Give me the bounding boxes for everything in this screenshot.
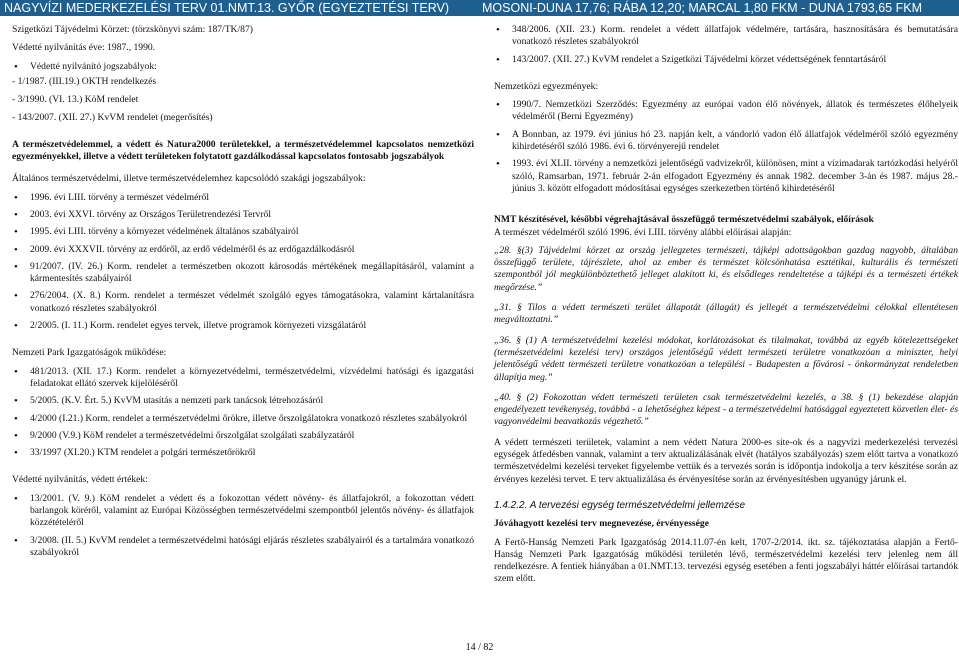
section-heading: 1.4.2.2. A tervezési egység természetvédelmi jellemzése — [494, 499, 746, 511]
protector-line-3: - 143/2007. (XII. 27.) KvVM rendelet (megerősítés) — [12, 112, 213, 124]
header-right-title: MOSONI-DUNA 17,76; RÁBA 12,20; MARCAL 1,80 FKM - DUNA 1793,65 FKM — [482, 1, 922, 15]
protector-line-1: - 1/1987. (III.19.) OKTH rendelkezés — [12, 75, 157, 87]
list-item: • 2/2005. (I. 11.) Korm. rendelet egyes tervek, illetve programok környezeti vizsgálatáról — [12, 320, 474, 332]
list-item: • 1996. évi LIII. törvény a természet védelméről — [12, 192, 474, 204]
page-number: 14 / 82 — [465, 642, 494, 653]
park-title: Nemzeti Park Igazgatóságok működése: — [12, 347, 167, 359]
list-item: • 91/2007. (IV. 26.) Korm. rendelet a természetben okozott károsodás mértékének megállapításáról, valamint a kármentesítés szabályairól — [12, 261, 474, 286]
intro-line-1: Szigetközi Tájvédelmi Körzet: (törzskönyvi szám: 187/TK/87) — [12, 24, 253, 35]
left-column — [12, 24, 474, 564]
quote-36: „36. § (1) A természetvédelmi kezelési módokat, korlátozásokat és tilalmakat, továbbá az egyéb kötelezettségeket (természetvédelmi kezelési terv) országos jelentőségű védett természeti területre vonatkozóan a miniszter, helyi jelentőségű védett természeti területre vonatkozóan a települési - Budapesten a fővárosi - önkormányzat rendeletben állapítja meg.” — [494, 334, 958, 383]
header-left-title: NAGYVÍZI MEDERKEZELÉSI TERV 01.NMT.13. GYŐR (EGYEZTETÉSI TERV) — [4, 1, 450, 15]
list-item: • 143/2007. (XII. 27.) KvVM rendelet a Szigetközi Tájvédelmi körzet védettségének fenntartásáról — [494, 54, 958, 66]
protector-line-2: - 3/1990. (VI. 13.) KöM rendelet — [12, 94, 139, 106]
list-item: • 3/2008. (II. 5.) KvVM rendelet a természetvédelmi hatósági eljárás részletes szabályairól és a tartalmára vonatkozó szabályokról — [12, 535, 474, 560]
nmt-summary: A védett természeti területek, valamint a nem védett Natura 2000-es site-ok és a nagyvízi mederkezelési tervezési egységek átfedésben vannak, valamint a terv aktualizálásának elvét (hatályos szabályozás) szem előtt tartva a vonatkozó természetvédelmi kezelési terveket figyelembe vettük és a tervezés során is időpontja indokolja a terv készítése során az érvényes kezelési tervet. E terv aktualizálása és érvényesítése során az érvényesítésben ugyanúgy járunk el. — [494, 436, 958, 485]
protector-bullet: • Védetté nyilvánító jogszabályok: — [12, 61, 474, 73]
general-title: Általános természetvédelmi, illetve természetvédelemhez kapcsolódó szakági jogszabályok: — [12, 173, 366, 185]
right-column — [494, 24, 958, 586]
intl-title: Nemzetközi egyezmények: — [494, 80, 599, 92]
values-title: Védetté nyilvánítás, védett értékek: — [12, 474, 148, 486]
general-list — [12, 192, 474, 333]
list-item: • 2003. évi XXVI. törvény az Országos Területrendezési Tervről — [12, 209, 474, 221]
list-item: • 276/2004. (X. 8.) Korm. rendelet a természet védelmét szolgáló egyes támogatásokra, valamint kártalanításra vonatkozó részletes szabályokról — [12, 290, 474, 315]
list-item: • 5/2005. (K.V. Ért. 5.) KvVM utasítás a nemzeti park tanácsok létrehozásáról — [12, 395, 474, 407]
list-item: • 33/1997 (XI.20.) KTM rendelet a polgári természetőrökről — [12, 447, 474, 459]
quote-31: „31. § Tilos a védett természeti terület állapotát (állagát) és jellegét a természetvédelmi célokkal ellentétesen megváltoztatni.” — [494, 302, 958, 326]
values-list — [12, 493, 474, 559]
list-item: • 481/2013. (XII. 17.) Korm. rendelet a környezetvédelmi, természetvédelmi, vízvédelmi hatósági és igazgatási feladatokat ellátó szervek kijelöléséről — [12, 366, 474, 391]
nmt-heading: NMT készítésével, későbbi végrehajtásával összefüggő természetvédelmi szabályok, előírások — [494, 214, 874, 226]
section-text: A Fertő-Hanság Nemzeti Park Igazgatóság 2014.11.07-én kelt, 1707-2/2014. ikt. sz. tájékoztatása alapján a Fertő-Hanság Nemzeti Park Igazgatóság működési területén lévő, természetvédelmi kezelési terv jelenleg nem áll rendelkezésre. A fentiek hiányában a 01.NMT.13. tervezési egység esetében a fenti jogszabályi háttér előírásai tartandók szem előtt. — [494, 536, 958, 585]
section-subheading: Jóváhagyott kezelési terv megnevezése, érvényessége — [494, 518, 709, 530]
protector-list — [12, 61, 474, 73]
nmt-intro: A természet védelméről szóló 1996. évi LIII. törvény alábbi előírásai alapján: — [494, 226, 792, 238]
intl-list — [494, 99, 958, 195]
document-header — [0, 0, 959, 16]
list-item: • 9/2000 (V.9.) KöM rendelet a természetvédelmi őrszolgálat szolgálati szabályzatáról — [12, 430, 474, 442]
list-item: • A Bonnban, az 1979. évi június hó 23. napján kelt, a vándorló vadon élő állatfajok védelméről szóló egyezmény kihirdetéséről szóló 1986. évi 6. törvényerejű rendelet — [494, 129, 958, 154]
quote-40: „40. § (2) Fokozottan védett természeti területen csak természetvédelmi kezelés, a 38. § (1) bekezdése alapján engedélyezett tevékenység, továbbá - a lehetőséghez képest - a természetvédelmi hatósággal egyeztetett közvetlen élet- és vagyonvédelmi beavatkozás végezhető.” — [494, 391, 958, 428]
list-item: • 348/2006. (XII. 23.) Korm. rendelet a védett állatfajok védelmére, tartására, hasznosítására és bemutatására vonatkozó részletes szabályokról — [494, 24, 958, 49]
list-item: • 1995. évi LIII. törvény a környezet védelmének általános szabályairól — [12, 226, 474, 238]
list-item: • 1993. évi XLII. törvény a nemzetközi jelentőségű vadvizekről, különösen, mint a vízimadarak tartózkodási helyéről szóló, Ramsarban, 1971. február 2-án elfogadott Egyezmény és annak 1982. december 3-án és 1987. május 28.-június 3. között elfogadott módosításai egységes szerkezetben történő kihirdetéséről — [494, 158, 958, 195]
park-list — [12, 366, 474, 460]
top-list — [494, 24, 958, 66]
intro-line-2: Védetté nyilvánítás éve: 1987., 1990. — [12, 42, 156, 54]
list-item: • 4/2000 (I.21.) Korm. rendelet a természetvédelmi őrökre, illetve őrszolgálatokra vonatkozó részletes szabályokról — [12, 413, 474, 425]
legislation-heading: A természetvédelemmel, a védett és Natura2000 területekkel, a természetvédelemmel kapcsolatos nemzetközi egyezményekkel, illetve a védett területeken folytatott gazdálkodással kapcsolatos fontosabb jogszabályok — [12, 138, 474, 163]
list-item: • 1990/7. Nemzetközi Szerződés: Egyezmény az európai vadon élő növények, állatok és természetes élőhelyeik védelméről (Berni Egyezmény) — [494, 99, 958, 124]
list-item: • 13/2001. (V. 9.) KöM rendelet a védett és a fokozottan védett növény- és állatfajokról, a fokozottan védett barlangok köréről, valamint az Európai Közösségben természetvédelmi szempontból jelentős növény- és állatfajok közzétételéről — [12, 493, 474, 530]
quote-28: „28. §(3) Tájvédelmi körzet az ország jellegzetes természeti, tájképi adottságokban gazdag nagyobb, általában összefüggő területe, tájrészlete, ahol az ember és természet kölcsönhatása esztétikai, kulturális és természeti szempontból jól megkülönböztethető jelleget alakított ki, és elsődleges rendeltetése a tájképi és a természeti értékek megőrzése.” — [494, 244, 958, 293]
list-item: • 2009. évi XXXVII. törvény az erdőről, az erdő védelméről és az erdőgazdálkodásról — [12, 244, 474, 256]
